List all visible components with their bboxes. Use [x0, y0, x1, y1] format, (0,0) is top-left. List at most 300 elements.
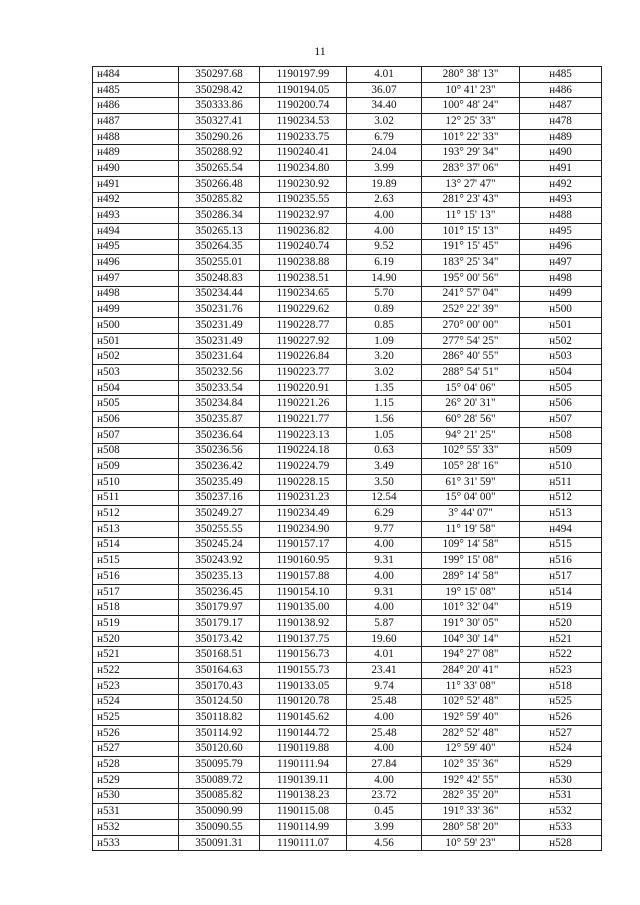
point-from-cell: н497 [93, 270, 179, 286]
bearing-cell: 11° 19' 58" [422, 521, 520, 537]
point-from-cell: н494 [93, 223, 179, 239]
point-to-cell: н529 [520, 757, 602, 773]
point-to-cell: н503 [520, 349, 602, 365]
bearing-cell: 19° 15' 08" [422, 584, 520, 600]
bearing-cell: 183° 25' 34" [422, 255, 520, 271]
point-to-cell: н508 [520, 427, 602, 443]
bearing-cell: 195° 00' 56" [422, 270, 520, 286]
bearing-cell: 105° 28' 16" [422, 459, 520, 475]
point-from-cell: н522 [93, 663, 179, 679]
distance-cell: 0.85 [347, 318, 422, 334]
x-coordinate-cell: 350164.63 [179, 663, 260, 679]
table-row [93, 820, 602, 836]
distance-cell: 36.07 [347, 82, 422, 98]
point-from-cell: н495 [93, 239, 179, 255]
y-coordinate-cell: 1190233.75 [260, 129, 347, 145]
bearing-cell: 102° 55' 33" [422, 443, 520, 459]
y-coordinate-cell: 1190220.91 [260, 380, 347, 396]
point-from-cell: н489 [93, 145, 179, 161]
table-row [93, 443, 602, 459]
y-coordinate-cell: 1190120.78 [260, 694, 347, 710]
x-coordinate-cell: 350290.26 [179, 129, 260, 145]
y-coordinate-cell: 1190137.75 [260, 631, 347, 647]
point-to-cell: н512 [520, 490, 602, 506]
table-row [93, 490, 602, 506]
table-row [93, 647, 602, 663]
point-to-cell: н515 [520, 537, 602, 553]
point-to-cell: н500 [520, 302, 602, 318]
x-coordinate-cell: 350231.76 [179, 302, 260, 318]
x-coordinate-cell: 350124.50 [179, 694, 260, 710]
bearing-cell: 15° 04' 06" [422, 380, 520, 396]
y-coordinate-cell: 1190234.80 [260, 161, 347, 177]
point-from-cell: н485 [93, 82, 179, 98]
bearing-cell: 10° 59' 23" [422, 835, 520, 851]
distance-cell: 9.31 [347, 584, 422, 600]
page-number: 11 [314, 44, 326, 58]
table-row [93, 318, 602, 334]
x-coordinate-cell: 350285.82 [179, 192, 260, 208]
x-coordinate-cell: 350286.34 [179, 208, 260, 224]
point-to-cell: н514 [520, 584, 602, 600]
distance-cell: 19.60 [347, 631, 422, 647]
x-coordinate-cell: 350095.79 [179, 757, 260, 773]
distance-cell: 6.19 [347, 255, 422, 271]
point-to-cell: н531 [520, 788, 602, 804]
bearing-cell: 281° 23' 43" [422, 192, 520, 208]
point-to-cell: н501 [520, 318, 602, 334]
distance-cell: 27.84 [347, 757, 422, 773]
x-coordinate-cell: 350264.35 [179, 239, 260, 255]
x-coordinate-cell: 350255.55 [179, 521, 260, 537]
y-coordinate-cell: 1190228.15 [260, 474, 347, 490]
y-coordinate-cell: 1190139.11 [260, 772, 347, 788]
y-coordinate-cell: 1190160.95 [260, 553, 347, 569]
distance-cell: 9.77 [347, 521, 422, 537]
bearing-cell: 102° 52' 48" [422, 694, 520, 710]
y-coordinate-cell: 1190221.26 [260, 396, 347, 412]
point-from-cell: н532 [93, 820, 179, 836]
table-row [93, 98, 602, 114]
x-coordinate-cell: 350333.86 [179, 98, 260, 114]
point-from-cell: н526 [93, 725, 179, 741]
bearing-cell: 270° 00' 00" [422, 318, 520, 334]
table-row [93, 584, 602, 600]
point-from-cell: н517 [93, 584, 179, 600]
bearing-cell: 94° 21' 25" [422, 427, 520, 443]
y-coordinate-cell: 1190224.18 [260, 443, 347, 459]
x-coordinate-cell: 350249.27 [179, 506, 260, 522]
table-row [93, 270, 602, 286]
x-coordinate-cell: 350266.48 [179, 176, 260, 192]
point-to-cell: н511 [520, 474, 602, 490]
bearing-cell: 286° 40' 55" [422, 349, 520, 365]
x-coordinate-cell: 350265.13 [179, 223, 260, 239]
bearing-cell: 10° 41' 23" [422, 82, 520, 98]
y-coordinate-cell: 1190194.05 [260, 82, 347, 98]
y-coordinate-cell: 1190119.88 [260, 741, 347, 757]
table-row [93, 725, 602, 741]
x-coordinate-cell: 350236.64 [179, 427, 260, 443]
point-from-cell: н491 [93, 176, 179, 192]
x-coordinate-cell: 350091.31 [179, 835, 260, 851]
x-coordinate-cell: 350090.55 [179, 820, 260, 836]
point-from-cell: н506 [93, 412, 179, 428]
point-from-cell: н501 [93, 333, 179, 349]
point-from-cell: н533 [93, 835, 179, 851]
table-row [93, 239, 602, 255]
point-from-cell: н510 [93, 474, 179, 490]
distance-cell: 14.90 [347, 270, 422, 286]
point-to-cell: н525 [520, 694, 602, 710]
x-coordinate-cell: 350090.99 [179, 804, 260, 820]
x-coordinate-cell: 350114.92 [179, 725, 260, 741]
table-row [93, 569, 602, 585]
table-row [93, 741, 602, 757]
point-from-cell: н523 [93, 678, 179, 694]
distance-cell: 4.00 [347, 600, 422, 616]
distance-cell: 24.04 [347, 145, 422, 161]
x-coordinate-cell: 350235.13 [179, 569, 260, 585]
bearing-cell: 60° 28' 56" [422, 412, 520, 428]
bearing-cell: 191° 33' 36" [422, 804, 520, 820]
bearing-cell: 289° 14' 58" [422, 569, 520, 585]
point-to-cell: н522 [520, 647, 602, 663]
y-coordinate-cell: 1190157.88 [260, 569, 347, 585]
point-from-cell: н507 [93, 427, 179, 443]
x-coordinate-cell: 350168.51 [179, 647, 260, 663]
distance-cell: 23.41 [347, 663, 422, 679]
y-coordinate-cell: 1190229.62 [260, 302, 347, 318]
point-to-cell: н530 [520, 772, 602, 788]
bearing-cell: 15° 04' 00" [422, 490, 520, 506]
bearing-cell: 11° 15' 13" [422, 208, 520, 224]
y-coordinate-cell: 1190238.88 [260, 255, 347, 271]
distance-cell: 4.01 [347, 67, 422, 83]
y-coordinate-cell: 1190111.07 [260, 835, 347, 851]
table-row [93, 380, 602, 396]
point-to-cell: н492 [520, 176, 602, 192]
point-from-cell: н496 [93, 255, 179, 271]
point-from-cell: н519 [93, 616, 179, 632]
distance-cell: 3.02 [347, 365, 422, 381]
point-from-cell: н487 [93, 114, 179, 130]
point-to-cell: н506 [520, 396, 602, 412]
point-to-cell: н507 [520, 412, 602, 428]
table-row [93, 333, 602, 349]
point-to-cell: н516 [520, 553, 602, 569]
x-coordinate-cell: 350231.49 [179, 333, 260, 349]
distance-cell: 0.89 [347, 302, 422, 318]
y-coordinate-cell: 1190133.05 [260, 678, 347, 694]
distance-cell: 1.56 [347, 412, 422, 428]
point-to-cell: н526 [520, 710, 602, 726]
table-row [93, 302, 602, 318]
y-coordinate-cell: 1190230.92 [260, 176, 347, 192]
y-coordinate-cell: 1190223.13 [260, 427, 347, 443]
bearing-cell: 12° 25' 33" [422, 114, 520, 130]
point-to-cell: н517 [520, 569, 602, 585]
y-coordinate-cell: 1190231.23 [260, 490, 347, 506]
point-to-cell: н498 [520, 270, 602, 286]
bearing-cell: 284° 20' 41" [422, 663, 520, 679]
x-coordinate-cell: 350234.44 [179, 286, 260, 302]
point-to-cell: н520 [520, 616, 602, 632]
y-coordinate-cell: 1190228.77 [260, 318, 347, 334]
y-coordinate-cell: 1190138.23 [260, 788, 347, 804]
distance-cell: 0.45 [347, 804, 422, 820]
table-row [93, 208, 602, 224]
distance-cell: 3.99 [347, 820, 422, 836]
table-row [93, 145, 602, 161]
bearing-cell: 11° 33' 08" [422, 678, 520, 694]
table-row [93, 161, 602, 177]
y-coordinate-cell: 1190138.92 [260, 616, 347, 632]
point-from-cell: н488 [93, 129, 179, 145]
distance-cell: 2.63 [347, 192, 422, 208]
bearing-cell: 277° 54' 25" [422, 333, 520, 349]
point-to-cell: н532 [520, 804, 602, 820]
bearing-cell: 12° 59' 40" [422, 741, 520, 757]
x-coordinate-cell: 350170.43 [179, 678, 260, 694]
x-coordinate-cell: 350089.72 [179, 772, 260, 788]
distance-cell: 4.56 [347, 835, 422, 851]
y-coordinate-cell: 1190144.72 [260, 725, 347, 741]
point-from-cell: н500 [93, 318, 179, 334]
x-coordinate-cell: 350118.82 [179, 710, 260, 726]
point-from-cell: н529 [93, 772, 179, 788]
bearing-cell: 288° 54' 51" [422, 365, 520, 381]
point-to-cell: н524 [520, 741, 602, 757]
y-coordinate-cell: 1190145.62 [260, 710, 347, 726]
distance-cell: 4.00 [347, 741, 422, 757]
point-from-cell: н511 [93, 490, 179, 506]
table-row [93, 349, 602, 365]
bearing-cell: 13° 27' 47" [422, 176, 520, 192]
y-coordinate-cell: 1190223.77 [260, 365, 347, 381]
x-coordinate-cell: 350231.49 [179, 318, 260, 334]
point-from-cell: н504 [93, 380, 179, 396]
table-row [93, 678, 602, 694]
distance-cell: 25.48 [347, 725, 422, 741]
point-from-cell: н484 [93, 67, 179, 83]
point-from-cell: н513 [93, 521, 179, 537]
y-coordinate-cell: 1190235.55 [260, 192, 347, 208]
y-coordinate-cell: 1190155.73 [260, 663, 347, 679]
y-coordinate-cell: 1190135.00 [260, 600, 347, 616]
point-from-cell: н492 [93, 192, 179, 208]
bearing-cell: 280° 58' 20" [422, 820, 520, 836]
point-from-cell: н508 [93, 443, 179, 459]
y-coordinate-cell: 1190234.53 [260, 114, 347, 130]
table-row [93, 474, 602, 490]
table-row [93, 176, 602, 192]
point-from-cell: н527 [93, 741, 179, 757]
y-coordinate-cell: 1190238.51 [260, 270, 347, 286]
bearing-cell: 109° 14' 58" [422, 537, 520, 553]
distance-cell: 9.52 [347, 239, 422, 255]
point-from-cell: н516 [93, 569, 179, 585]
y-coordinate-cell: 1190226.84 [260, 349, 347, 365]
y-coordinate-cell: 1190157.17 [260, 537, 347, 553]
table-row [93, 788, 602, 804]
bearing-cell: 280° 38' 13" [422, 67, 520, 83]
distance-cell: 0.63 [347, 443, 422, 459]
point-to-cell: н518 [520, 678, 602, 694]
table-row [93, 804, 602, 820]
point-from-cell: н518 [93, 600, 179, 616]
bearing-cell: 282° 35' 20" [422, 788, 520, 804]
point-to-cell: н496 [520, 239, 602, 255]
point-to-cell: н494 [520, 521, 602, 537]
point-to-cell: н487 [520, 98, 602, 114]
point-from-cell: н521 [93, 647, 179, 663]
table-row [93, 459, 602, 475]
y-coordinate-cell: 1190236.82 [260, 223, 347, 239]
distance-cell: 1.05 [347, 427, 422, 443]
point-to-cell: н519 [520, 600, 602, 616]
distance-cell: 4.00 [347, 223, 422, 239]
point-to-cell: н510 [520, 459, 602, 475]
point-from-cell: н502 [93, 349, 179, 365]
point-to-cell: н499 [520, 286, 602, 302]
distance-cell: 25.48 [347, 694, 422, 710]
bearing-cell: 26° 20' 31" [422, 396, 520, 412]
y-coordinate-cell: 1190221.77 [260, 412, 347, 428]
point-from-cell: н505 [93, 396, 179, 412]
distance-cell: 9.31 [347, 553, 422, 569]
x-coordinate-cell: 350297.68 [179, 67, 260, 83]
x-coordinate-cell: 350288.92 [179, 145, 260, 161]
table-row [93, 396, 602, 412]
point-to-cell: н493 [520, 192, 602, 208]
distance-cell: 6.79 [347, 129, 422, 145]
bearing-cell: 191° 15' 45" [422, 239, 520, 255]
distance-cell: 4.00 [347, 537, 422, 553]
x-coordinate-cell: 350265.54 [179, 161, 260, 177]
point-from-cell: н499 [93, 302, 179, 318]
point-to-cell: н478 [520, 114, 602, 130]
x-coordinate-cell: 350236.56 [179, 443, 260, 459]
point-to-cell: н495 [520, 223, 602, 239]
table-row [93, 600, 602, 616]
bearing-cell: 101° 15' 13" [422, 223, 520, 239]
point-to-cell: н486 [520, 82, 602, 98]
distance-cell: 4.00 [347, 772, 422, 788]
point-from-cell: н520 [93, 631, 179, 647]
table-row [93, 427, 602, 443]
bearing-cell: 252° 22' 39" [422, 302, 520, 318]
distance-cell: 1.35 [347, 380, 422, 396]
point-to-cell: н513 [520, 506, 602, 522]
table-row [93, 757, 602, 773]
point-from-cell: н486 [93, 98, 179, 114]
distance-cell: 34.40 [347, 98, 422, 114]
x-coordinate-cell: 350245.24 [179, 537, 260, 553]
bearing-cell: 192° 59' 40" [422, 710, 520, 726]
point-from-cell: н490 [93, 161, 179, 177]
table-row [93, 835, 602, 851]
point-from-cell: н515 [93, 553, 179, 569]
y-coordinate-cell: 1190227.92 [260, 333, 347, 349]
x-coordinate-cell: 350243.92 [179, 553, 260, 569]
bearing-cell: 282° 52' 48" [422, 725, 520, 741]
point-to-cell: н488 [520, 208, 602, 224]
table-row [93, 616, 602, 632]
distance-cell: 4.00 [347, 569, 422, 585]
x-coordinate-cell: 350298.42 [179, 82, 260, 98]
distance-cell: 1.09 [347, 333, 422, 349]
table-row [93, 412, 602, 428]
table-row [93, 710, 602, 726]
x-coordinate-cell: 350179.17 [179, 616, 260, 632]
x-coordinate-cell: 350236.42 [179, 459, 260, 475]
distance-cell: 4.00 [347, 208, 422, 224]
table-row [93, 223, 602, 239]
x-coordinate-cell: 350234.84 [179, 396, 260, 412]
x-coordinate-cell: 350085.82 [179, 788, 260, 804]
y-coordinate-cell: 1190197.99 [260, 67, 347, 83]
y-coordinate-cell: 1190111.94 [260, 757, 347, 773]
x-coordinate-cell: 350233.54 [179, 380, 260, 396]
x-coordinate-cell: 350120.60 [179, 741, 260, 757]
point-to-cell: н497 [520, 255, 602, 271]
table-row [93, 663, 602, 679]
point-from-cell: н493 [93, 208, 179, 224]
bearing-cell: 199° 15' 08" [422, 553, 520, 569]
distance-cell: 6.29 [347, 506, 422, 522]
point-from-cell: н514 [93, 537, 179, 553]
coordinates-table [92, 66, 602, 851]
point-to-cell: н521 [520, 631, 602, 647]
distance-cell: 9.74 [347, 678, 422, 694]
table-row [93, 631, 602, 647]
point-to-cell: н533 [520, 820, 602, 836]
table-row [93, 553, 602, 569]
x-coordinate-cell: 350235.87 [179, 412, 260, 428]
point-from-cell: н530 [93, 788, 179, 804]
bearing-cell: 102° 35' 36" [422, 757, 520, 773]
y-coordinate-cell: 1190115.08 [260, 804, 347, 820]
point-to-cell: н491 [520, 161, 602, 177]
y-coordinate-cell: 1190232.97 [260, 208, 347, 224]
bearing-cell: 100° 48' 24" [422, 98, 520, 114]
distance-cell: 3.99 [347, 161, 422, 177]
x-coordinate-cell: 350248.83 [179, 270, 260, 286]
x-coordinate-cell: 350255.01 [179, 255, 260, 271]
x-coordinate-cell: 350231.64 [179, 349, 260, 365]
distance-cell: 4.00 [347, 710, 422, 726]
y-coordinate-cell: 1190234.49 [260, 506, 347, 522]
distance-cell: 3.02 [347, 114, 422, 130]
point-to-cell: н509 [520, 443, 602, 459]
distance-cell: 3.50 [347, 474, 422, 490]
distance-cell: 23.72 [347, 788, 422, 804]
y-coordinate-cell: 1190240.41 [260, 145, 347, 161]
distance-cell: 3.20 [347, 349, 422, 365]
bearing-cell: 192° 42' 55" [422, 772, 520, 788]
point-to-cell: н490 [520, 145, 602, 161]
distance-cell: 5.87 [347, 616, 422, 632]
x-coordinate-cell: 350327.41 [179, 114, 260, 130]
point-from-cell: н525 [93, 710, 179, 726]
bearing-cell: 101° 22' 33" [422, 129, 520, 145]
y-coordinate-cell: 1190234.90 [260, 521, 347, 537]
bearing-cell: 61° 31' 59" [422, 474, 520, 490]
coordinates-table-body [93, 67, 602, 851]
table-row [93, 772, 602, 788]
table-row [93, 365, 602, 381]
